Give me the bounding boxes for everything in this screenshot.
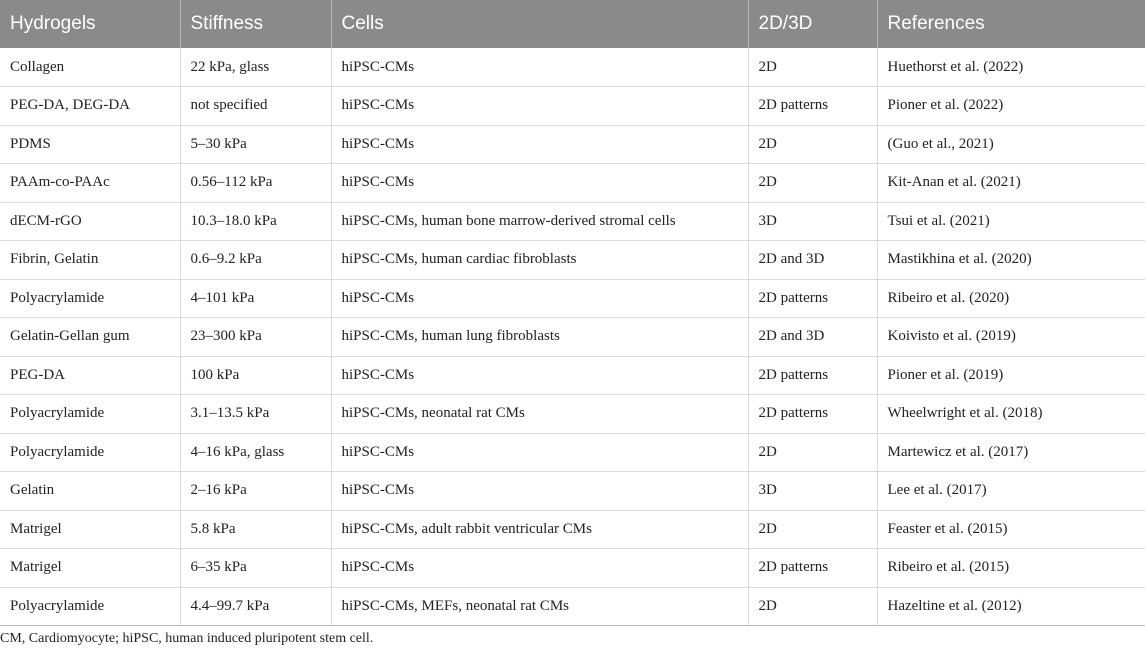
dimension-cell: 3D xyxy=(748,202,877,241)
dimension-cell: 2D xyxy=(748,510,877,549)
hydrogel-cell: Gelatin-Gellan gum xyxy=(0,318,180,357)
hydrogel-cell: Polyacrylamide xyxy=(0,395,180,434)
reference-cell: Ribeiro et al. (2015) xyxy=(877,549,1145,588)
table-row xyxy=(0,164,1145,203)
header-references: References xyxy=(887,13,985,34)
table-row xyxy=(0,549,1145,588)
header-stiffness: Stiffness xyxy=(180,0,331,48)
table-body xyxy=(0,48,1145,626)
cells-cell: hiPSC-CMs xyxy=(331,549,748,588)
dimension-cell: 2D patterns xyxy=(748,395,877,434)
dimension-cell: 2D xyxy=(748,433,877,472)
stiffness-cell: 10.3–18.0 kPa xyxy=(180,202,331,241)
hydrogel-cell: PAAm-co-PAAc xyxy=(0,164,180,203)
hydrogel-cell: PDMS xyxy=(0,125,180,164)
reference-cell: Ribeiro et al. (2020) xyxy=(877,279,1145,318)
cells-cell: hiPSC-CMs xyxy=(331,48,748,87)
table-row xyxy=(0,279,1145,318)
header-cells: Cells xyxy=(331,0,748,48)
stiffness-cell: 5.8 kPa xyxy=(180,510,331,549)
cells-cell: hiPSC-CMs xyxy=(331,87,748,126)
stiffness-cell: 0.6–9.2 kPa xyxy=(180,241,331,280)
table-row xyxy=(0,87,1145,126)
cells-cell: hiPSC-CMs, adult rabbit ventricular CMs xyxy=(331,510,748,549)
stiffness-cell: 5–30 kPa xyxy=(180,125,331,164)
reference-cell: Tsui et al. (2021) xyxy=(877,202,1145,241)
cells-cell: hiPSC-CMs xyxy=(331,125,748,164)
cells-cell: hiPSC-CMs xyxy=(331,164,748,203)
table-row xyxy=(0,510,1145,549)
table-row xyxy=(0,202,1145,241)
hydrogel-cell: Polyacrylamide xyxy=(0,587,180,626)
cells-cell: hiPSC-CMs, MEFs, neonatal rat CMs xyxy=(331,587,748,626)
table-row xyxy=(0,433,1145,472)
dimension-cell: 2D xyxy=(748,587,877,626)
hydrogel-cell: Gelatin xyxy=(0,472,180,511)
table-header xyxy=(0,0,1145,48)
table-row xyxy=(0,587,1145,626)
hydrogel-cell: Matrigel xyxy=(0,549,180,588)
table-row xyxy=(0,241,1145,280)
cells-cell: hiPSC-CMs, human lung fibroblasts xyxy=(331,318,748,357)
dimension-cell: 2D xyxy=(748,125,877,164)
dimension-cell: 2D and 3D xyxy=(748,318,877,357)
stiffness-cell: 6–35 kPa xyxy=(180,549,331,588)
reference-cell: Wheelwright et al. (2018) xyxy=(877,395,1145,434)
header-hydrogels: Hydrogels xyxy=(0,0,180,48)
stiffness-cell: 3.1–13.5 kPa xyxy=(180,395,331,434)
cells-cell: hiPSC-CMs, human cardiac fibroblasts xyxy=(331,241,748,280)
dimension-cell: 2D patterns xyxy=(748,356,877,395)
dimension-cell: 2D xyxy=(748,164,877,203)
stiffness-cell: 4–16 kPa, glass xyxy=(180,433,331,472)
reference-cell: Feaster et al. (2015) xyxy=(877,510,1145,549)
cells-cell: hiPSC-CMs xyxy=(331,279,748,318)
reference-cell: Mastikhina et al. (2020) xyxy=(877,241,1145,280)
dimension-cell: 2D patterns xyxy=(748,87,877,126)
table-row xyxy=(0,356,1145,395)
stiffness-cell: 23–300 kPa xyxy=(180,318,331,357)
hydrogel-cell: PEG-DA, DEG-DA xyxy=(0,87,180,126)
hydrogel-cell: Fibrin, Gelatin xyxy=(0,241,180,280)
table-row xyxy=(0,48,1145,87)
reference-cell: Martewicz et al. (2017) xyxy=(877,433,1145,472)
table-row xyxy=(0,395,1145,434)
cells-cell: hiPSC-CMs, neonatal rat CMs xyxy=(331,395,748,434)
hydrogel-cell: Polyacrylamide xyxy=(0,433,180,472)
reference-cell: Lee et al. (2017) xyxy=(877,472,1145,511)
hydrogel-cell: dECM-rGO xyxy=(0,202,180,241)
reference-cell: Kit-Anan et al. (2021) xyxy=(877,164,1145,203)
cells-cell: hiPSC-CMs, human bone marrow-derived stromal cells xyxy=(331,202,748,241)
stiffness-cell: 0.56–112 kPa xyxy=(180,164,331,203)
cells-cell: hiPSC-CMs xyxy=(331,472,748,511)
hydrogel-cell: Matrigel xyxy=(0,510,180,549)
header-row xyxy=(0,0,1145,48)
reference-cell: Pioner et al. (2019) xyxy=(877,356,1145,395)
stiffness-cell: 4.4–99.7 kPa xyxy=(180,587,331,626)
dimension-cell: 2D xyxy=(748,48,877,87)
stiffness-cell: 2–16 kPa xyxy=(180,472,331,511)
dimension-cell: 2D patterns xyxy=(748,549,877,588)
hydrogel-cell: Polyacrylamide xyxy=(0,279,180,318)
cells-cell: hiPSC-CMs xyxy=(331,356,748,395)
table-row xyxy=(0,125,1145,164)
reference-cell: Hazeltine et al. (2012) xyxy=(877,587,1145,626)
hydrogel-cell: Collagen xyxy=(0,48,180,87)
stiffness-cell: 100 kPa xyxy=(180,356,331,395)
hydrogel-cell: PEG-DA xyxy=(0,356,180,395)
stiffness-cell: 22 kPa, glass xyxy=(180,48,331,87)
dimension-cell: 3D xyxy=(748,472,877,511)
table-row xyxy=(0,318,1145,357)
reference-cell: Huethorst et al. (2022) xyxy=(877,48,1145,87)
dimension-cell: 2D patterns xyxy=(748,279,877,318)
stiffness-cell: 4–101 kPa xyxy=(180,279,331,318)
reference-cell: Koivisto et al. (2019) xyxy=(877,318,1145,357)
reference-cell: (Guo et al., 2021) xyxy=(877,125,1145,164)
dimension-cell: 2D and 3D xyxy=(748,241,877,280)
cells-cell: hiPSC-CMs xyxy=(331,433,748,472)
reference-cell: Pioner et al. (2022) xyxy=(877,87,1145,126)
table-row xyxy=(0,472,1145,511)
stiffness-cell: not specified xyxy=(180,87,331,126)
header-dimension: 2D/3D xyxy=(748,0,877,48)
table-footnote: CM, Cardiomyocyte; hiPSC, human induced pluripotent stem cell. xyxy=(0,631,374,646)
